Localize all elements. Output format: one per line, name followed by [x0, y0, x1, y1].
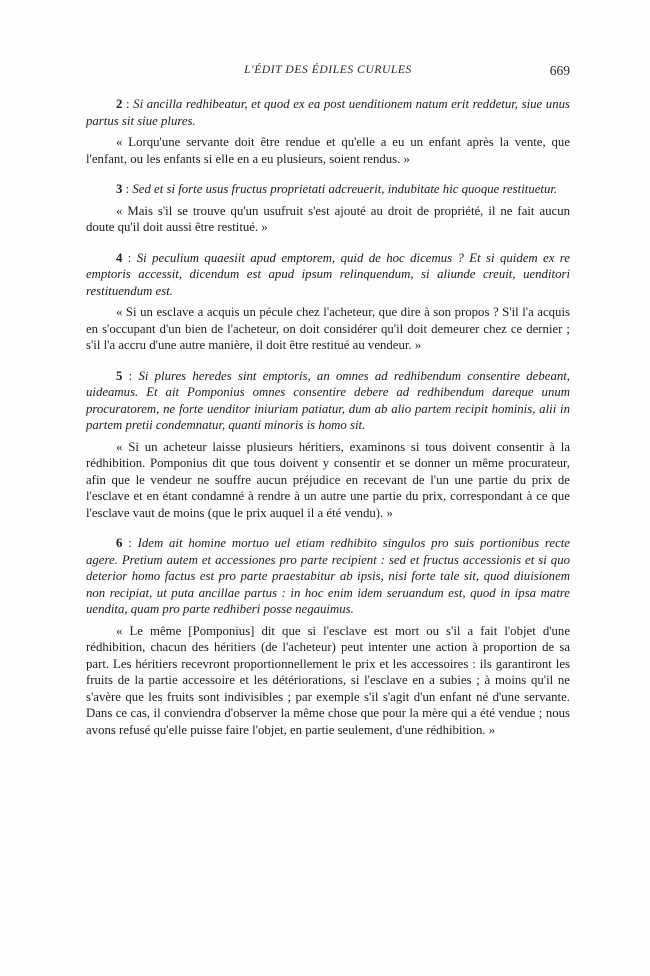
- section-number: 2: [116, 97, 123, 111]
- latin-paragraph-3: [86, 181, 570, 198]
- french-paragraph-5: « Si un acheteur laisse plusieurs héritiers, examinons si tous doivent consentir à la rédhibition. Pomponius dit que tous doivent y consentir et se donner un même procurateur, afin que le vendeur ne souffre aucun préjudice en recevant de l'un une partie du prix de l'esclave et en étant condamné à rendre à un autre une partie du prix, correspondant à ce que l'esclave vaut de moins (que le prix auquel il a été vendu). »: [86, 439, 570, 520]
- section-6: [86, 535, 570, 738]
- french-paragraph-3: « Mais s'il se trouve qu'un usufruit s'est ajouté au droit de propriété, il ne fait aucun doute qu'il doit aussi être restitué. »: [86, 203, 570, 234]
- page-header: [86, 64, 570, 82]
- page-body: [86, 96, 570, 738]
- section-2: [86, 96, 570, 167]
- latin-paragraph-5: [86, 368, 570, 434]
- latin-text: Si plures heredes sint emptoris, an omnes ad redhibendum consentire debeant, uideamus. Et ait Pomponius omnes consentire debere ad redhibendum dareque unum procuratorem, ne forte uenditor iniuriam patiatur, dum ab alio partem recipit hominis, alii in partem pretii condemnatur, quanti minoris is homo sit.: [86, 368, 570, 432]
- running-title: L'ÉDIT DES ÉDILES CURULES: [244, 64, 412, 76]
- french-paragraph-6: « Le même [Pomponius] dit que si l'esclave est mort ou s'il a fait l'objet d'une rédhibition, chacun des héritiers (de l'acheteur) peut intenter une action à proportion de sa part. Les héritiers recevront proportionnellement le prix et les accessoires : ils garantiront les fruits de la partie accessoire et les détériorations, si l'esclave en a subies ; à moins qu'il ne s'avère que les fruits sont indivisibles ; par exemple s'il s'agit d'un enfant né d'une servante. Dans ce cas, il conviendra d'observer la même chose que pour la mère qui a été vendue ; nous avons refusé qu'elle puisse faire l'objet, en partie seulement, d'une rédhibition. »: [86, 623, 570, 737]
- section-number: 3: [116, 182, 123, 196]
- section-number: 6: [116, 536, 123, 550]
- latin-paragraph-6: [86, 535, 570, 618]
- number-separator: :: [122, 368, 139, 383]
- latin-paragraph-4: [86, 250, 570, 300]
- latin-text: Si peculium quaesiit apud emptorem, quid de hoc dicemus ? Et si quidem ex re emptoris accessit, dicendum est apud ipsum relinquendum, si aliunde creuit, uenditori restituendum est.: [86, 250, 570, 298]
- french-paragraph-4: « Si un esclave a acquis un pécule chez l'acheteur, que dire à son propos ? S'il l'a acquis en s'occupant d'un bien de l'acheteur, on doit considérer qu'il doit demeurer chez ce dernier ; s'il l'a accru d'une autre manière, il doit être restitué au vendeur. »: [86, 305, 570, 352]
- section-number: 5: [116, 368, 123, 383]
- latin-paragraph-2: [86, 96, 570, 129]
- latin-text: Idem ait homine mortuo uel etiam redhibito singulos pro suis portionibus recte agere. Pretium autem et accessiones pro parte recipient : sed et fructus accessionis et si quo deterior homo factus est pro parte praestabitur ab ipsis, nisi forte tale sit, quod diuisionem non recipiat, ut puta ancillae partus : in hoc enim idem seruandum est, quod in ipsa matre uendita, quam pro parte redhiberi posse negauimus.: [86, 536, 570, 616]
- french-paragraph-2: « Lorqu'une servante doit être rendue et qu'elle a eu un enfant après la vente, que l'enfant, ou les enfants si elle en a eu plusieurs, soient rendus. »: [86, 135, 570, 166]
- section-5: [86, 368, 570, 522]
- number-separator: :: [122, 250, 137, 265]
- latin-text: Sed et si forte usus fructus proprietati adcreuerit, indubitate hic quoque restituetur.: [132, 182, 558, 196]
- section-number: 4: [116, 250, 123, 265]
- section-4: [86, 250, 570, 354]
- number-separator: :: [122, 536, 138, 550]
- latin-text: Si ancilla redhibeatur, et quod ex ea post uenditionem natum erit reddetur, siue unus partus sit siue plures.: [86, 97, 570, 128]
- section-3: [86, 181, 570, 236]
- number-separator: :: [122, 97, 134, 111]
- number-separator: :: [122, 182, 133, 196]
- page-number: 669: [549, 63, 570, 78]
